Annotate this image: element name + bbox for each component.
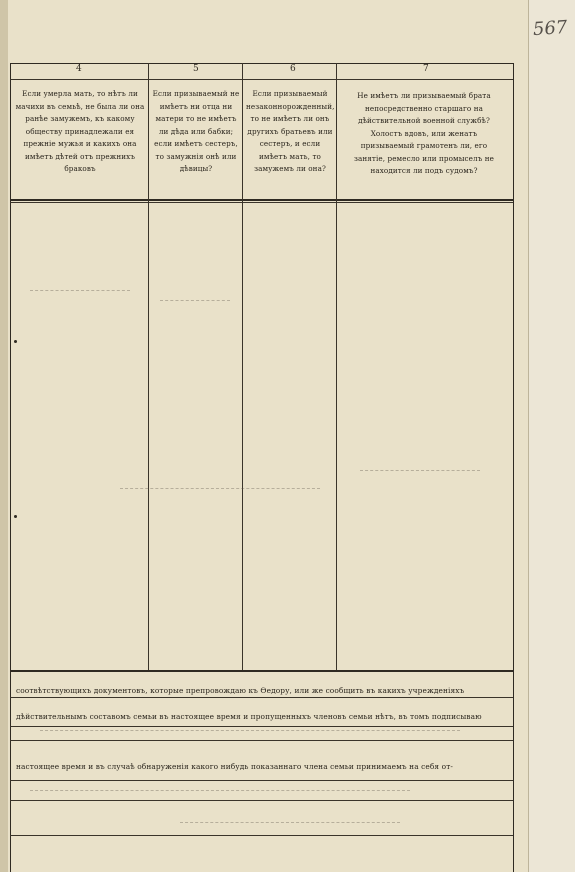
footer-rule-1 xyxy=(10,697,513,698)
footer-rule-2 xyxy=(10,726,513,727)
handwriting-trace xyxy=(40,730,460,731)
column-number-6: 6 xyxy=(290,64,296,74)
column-divider-1 xyxy=(148,63,149,670)
binding-edge xyxy=(0,0,8,872)
column-divider-2 xyxy=(242,63,243,670)
page-margin-strip xyxy=(528,0,575,872)
handwriting-trace xyxy=(180,822,400,823)
column-divider-3 xyxy=(336,63,337,670)
handwriting-trace xyxy=(120,488,320,489)
footer-line-3: настоящее время и въ случаѣ обнаруженія какого нибудь показаннаго члена семьи принимаемъ на себя от- xyxy=(16,762,453,771)
header-bottom-rule xyxy=(10,199,513,201)
header-bottom-rule-2 xyxy=(10,202,513,203)
footer-rule-5 xyxy=(10,800,513,801)
ink-dot xyxy=(14,340,17,343)
footer-rule-6 xyxy=(10,835,513,836)
column-header-7: Не имѣетъ ли призываемый брата непосредственно старшаго на дѣйствительной военной службѣ? Холостъ вдовъ, или женатъ призываемый грамотенъ ли, его занятіе, ремесло или промыселъ не находится ли подъ судомъ? xyxy=(353,91,495,175)
handwriting-trace xyxy=(160,300,230,301)
footer-line-2: дѣйствительнымъ составомъ семьи въ настоящее время и пропущенныхъ членовъ семьи нѣтъ, въ томъ подписываю xyxy=(16,712,482,721)
footer-rule-4 xyxy=(10,780,513,781)
footer-line-1: соотвѣтствующихъ документовъ, которые препровождаю къ Ѳедору, или же сообщить въ какихъ учрежденіяхъ xyxy=(16,686,465,695)
ink-dot xyxy=(14,515,17,518)
column-number-5: 5 xyxy=(193,64,199,74)
column-header-4: Если умерла мать, то нѣтъ ли мачихи въ семьѣ, не была ли она ранѣе замужемъ, къ какому обществу принадлежали ея прежніе мужья и какихъ она имѣетъ дѣтей отъ прежнихъ браковъ xyxy=(15,89,145,173)
column-header-5: Если призываемый не имѣетъ ни отца ни матери то не имѣетъ ли дѣда или бабки; если имѣетъ сестеръ, то замужнія онѣ или дѣвицы? xyxy=(152,89,240,173)
page-number: 567 xyxy=(532,16,569,41)
handwriting-trace xyxy=(30,790,410,791)
header-top-rule xyxy=(10,79,513,80)
column-number-4: 4 xyxy=(76,64,82,74)
footer-top-rule xyxy=(10,670,513,672)
footer-rule-3 xyxy=(10,740,513,741)
handwriting-trace xyxy=(360,470,480,471)
column-header-6: Если призываемый незаконнорожденный, то не имѣетъ ли онъ другихъ братьевъ или сестеръ, и если имѣетъ мать, то замужемъ ли она? xyxy=(246,89,335,173)
handwriting-trace xyxy=(30,290,130,291)
column-number-7: 7 xyxy=(423,64,429,74)
table-frame xyxy=(10,63,514,872)
